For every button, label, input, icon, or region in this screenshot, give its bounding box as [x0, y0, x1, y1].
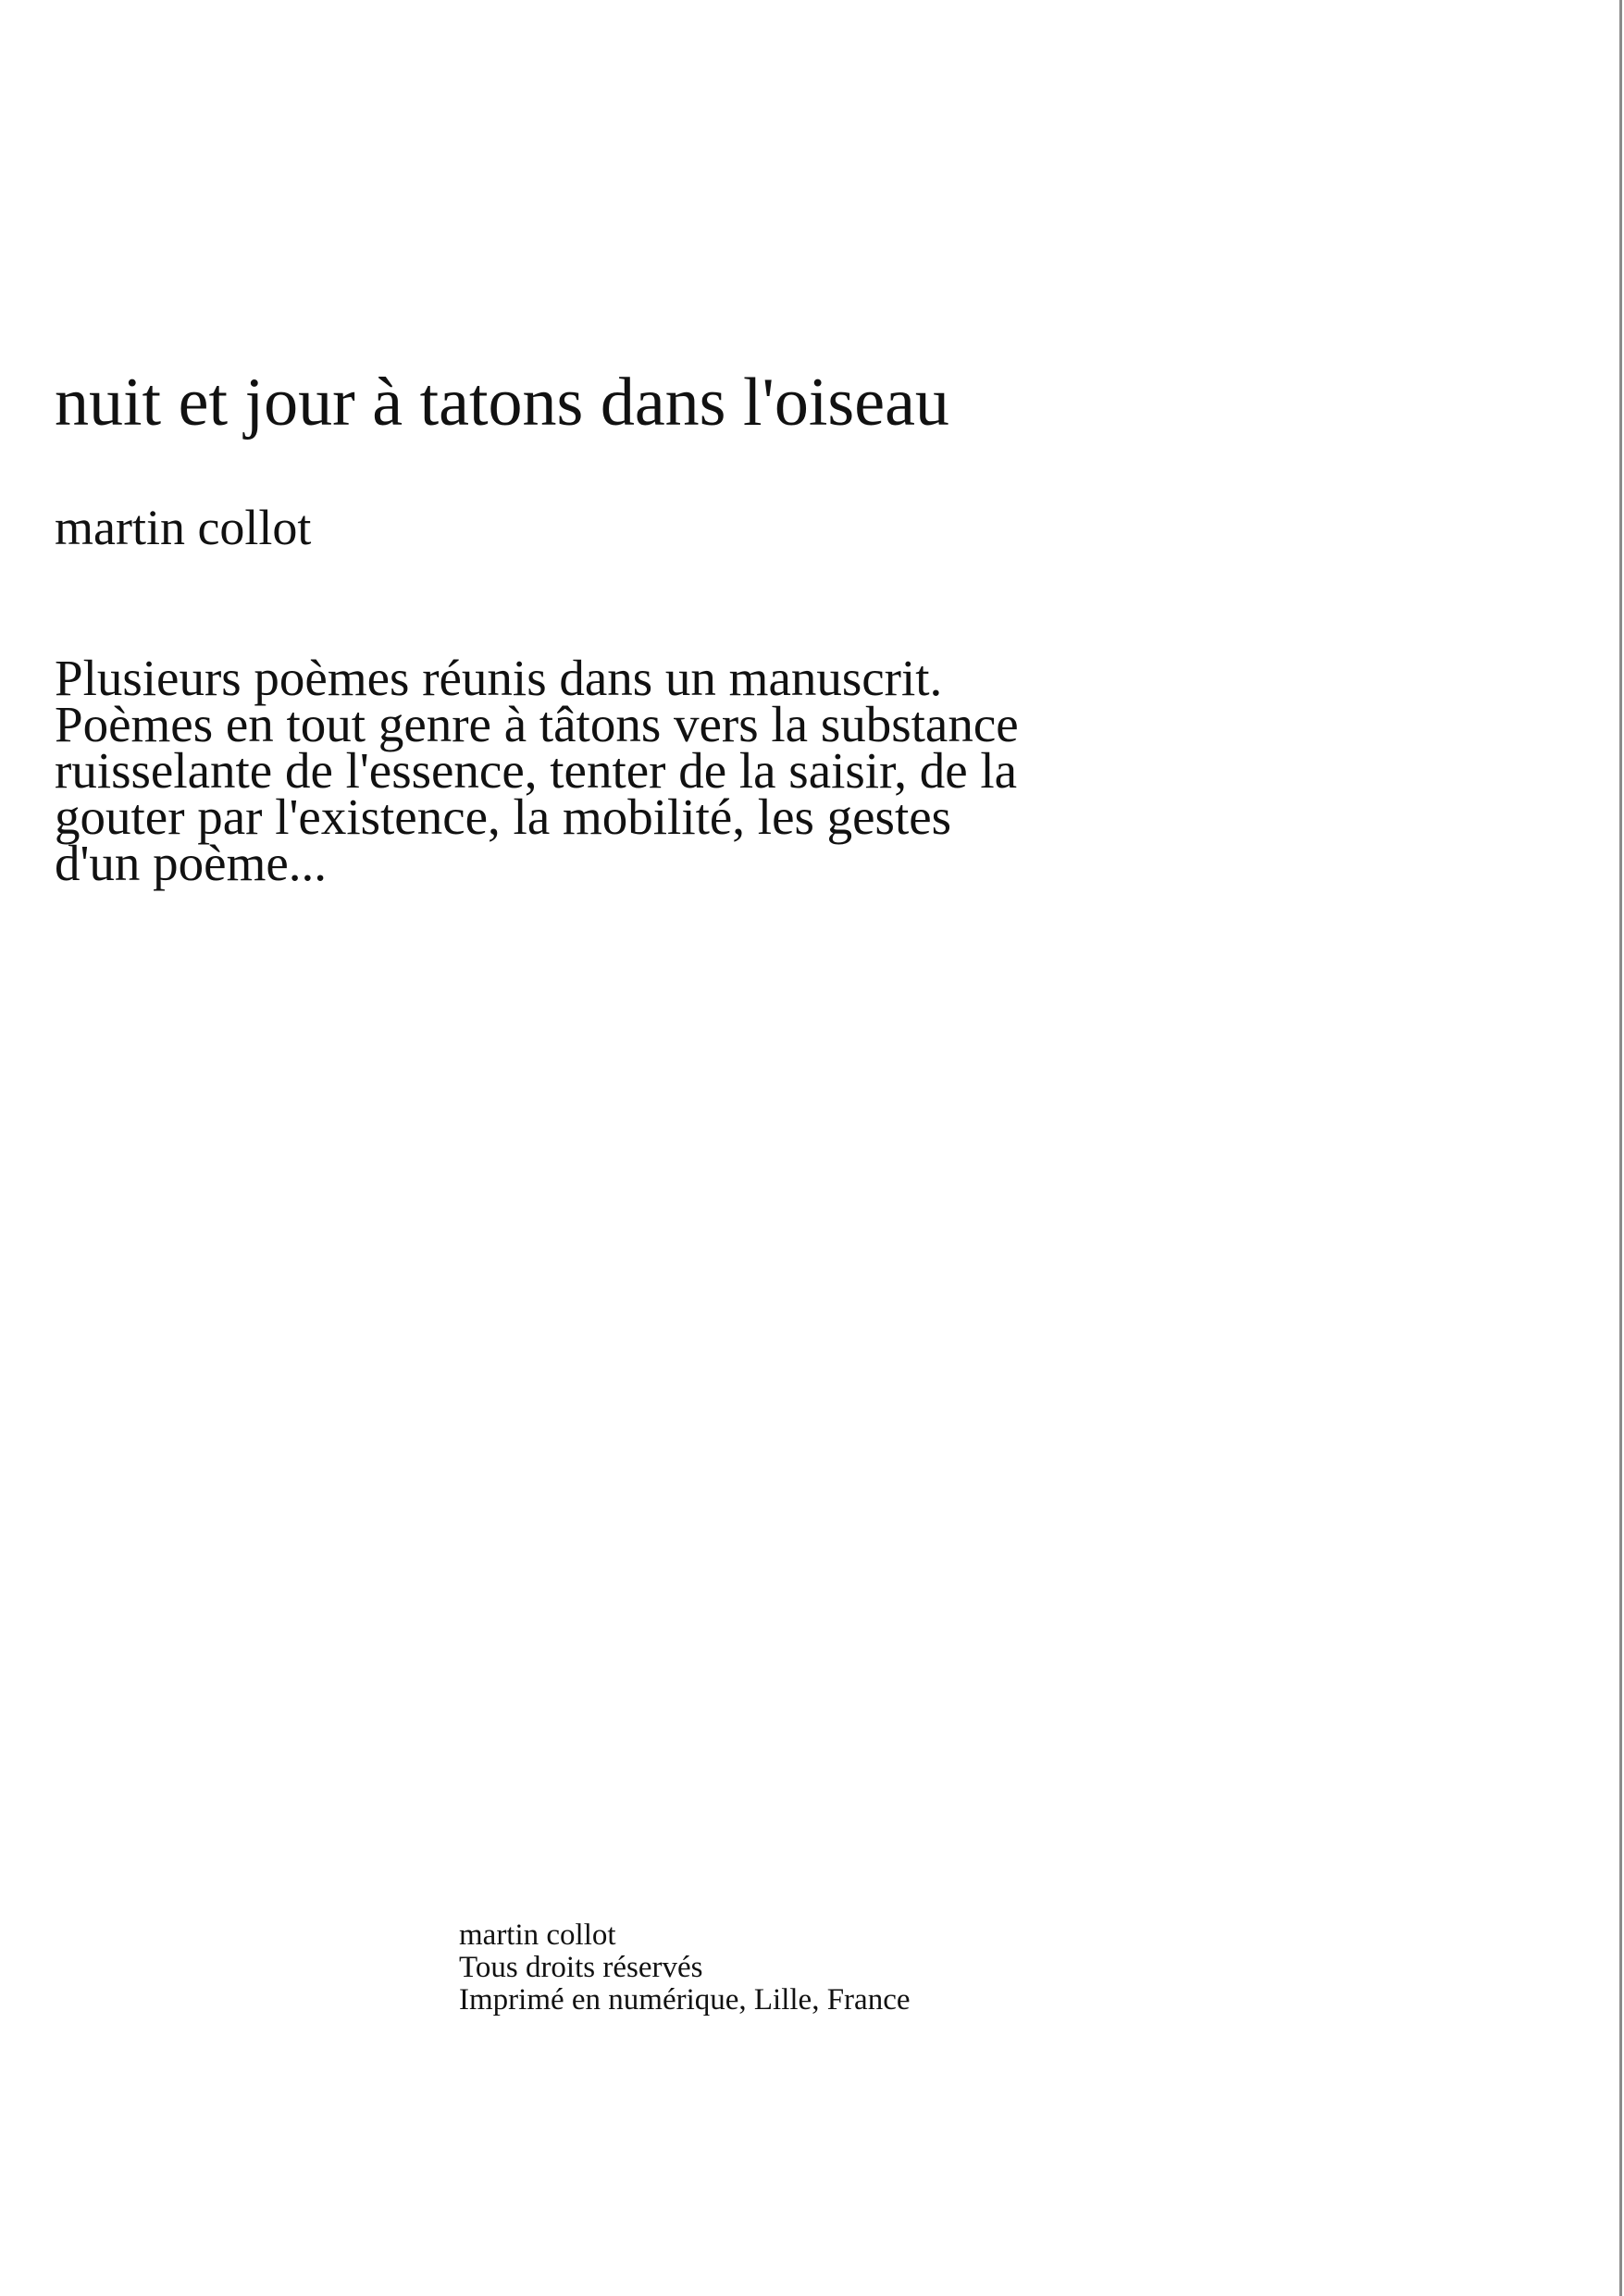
- book-summary: [55, 650, 1193, 891]
- book-author: martin collot: [55, 500, 312, 555]
- colophon-printed: Imprimé en numérique, Lille, France: [459, 1983, 911, 2017]
- summary-line: Poèmes en tout genre à tâtons vers la substance: [55, 696, 1019, 752]
- colophon-author: martin collot: [459, 1918, 616, 1952]
- colophon: [459, 1919, 911, 2017]
- summary-line: ruisselante de l'essence, tenter de la saisir, de la: [55, 742, 1018, 799]
- summary-line: d'un poème...: [55, 835, 328, 891]
- colophon-rights: Tous droits réservés: [459, 1951, 703, 1984]
- summary-line: Plusieurs poèmes réunis dans un manuscrit.: [55, 650, 943, 706]
- page-edge-divider: [1619, 0, 1622, 2296]
- summary-line: gouter par l'existence, la mobilité, les gestes: [55, 788, 952, 845]
- book-title: nuit et jour à tatons dans l'oiseau: [55, 365, 949, 441]
